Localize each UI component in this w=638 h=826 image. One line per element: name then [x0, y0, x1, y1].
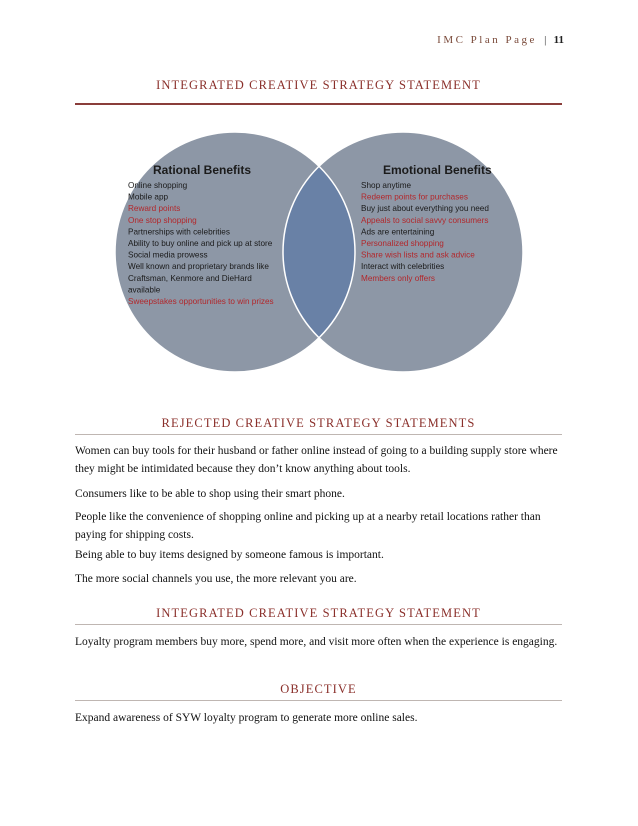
integrated-statement-text: Loyalty program members buy more, spend more, and visit more often when the experience is engaging. — [75, 636, 558, 648]
rational-benefit-item: Mobile app — [128, 192, 169, 202]
section-divider — [75, 624, 562, 625]
rational-benefit-item: Sweepstakes opportunities to win prizes — [128, 297, 274, 306]
section-divider — [75, 434, 562, 435]
emotional-benefit-item: Share wish lists and ask advice — [361, 250, 475, 260]
emotional-benefit-item: Personalized shopping — [361, 239, 444, 248]
rejected-statement: Being able to buy items designed by someone famous is important. — [75, 549, 384, 561]
rejected-statement: Consumers like to be able to shop using their smart phone. — [75, 488, 345, 500]
emotional-benefit-item: Ads are entertaining — [361, 227, 435, 237]
section-title-rejected-statements: REJECTED CREATIVE STRATEGY STATEMENTS — [161, 416, 476, 430]
emotional-benefit-item: Shop anytime — [361, 181, 412, 190]
emotional-benefit-title: Emotional Benefits — [383, 163, 492, 177]
rejected-statement: The more social channels you use, the more relevant you are. — [75, 573, 357, 585]
rejected-statement: People like the convenience of shopping online and picking up at a nearby retail locations rather than paying for shipping costs. — [75, 511, 541, 541]
rational-benefit-title: Rational Benefits — [153, 163, 252, 177]
header-separator: | — [544, 34, 547, 46]
emotional-benefit-item: Appeals to social savvy consumers — [361, 215, 489, 225]
emotional-benefit-item: Buy just about everything you need — [361, 204, 489, 214]
rational-benefit-item: Online shopping — [128, 181, 188, 190]
rational-benefit-item: Craftsman, Kenmore and DieHard — [128, 273, 252, 283]
rejected-statement: Women can buy tools for their husband or father online instead of going to a building supply store where they might be intimidated because they don’t know anything about tools. — [75, 445, 558, 475]
section-divider — [75, 700, 562, 701]
header-title: IMC Plan Page — [437, 34, 537, 46]
rational-benefit-item: available — [128, 285, 161, 295]
emotional-benefit-item: Interact with celebrities — [361, 262, 445, 272]
page-number: 11 — [553, 34, 564, 46]
section-title-objective: OBJECTIVE — [280, 682, 357, 696]
rational-benefit-item: Partnerships with celebrities — [128, 227, 230, 237]
rational-benefit-item: Well known and proprietary brands like — [128, 262, 269, 272]
rational-benefit-item: One stop shopping — [128, 215, 197, 225]
rational-benefit-item: Reward points — [128, 204, 181, 214]
emotional-benefit-item: Members only offers — [361, 273, 436, 283]
emotional-benefit-item: Redeem points for purchases — [361, 192, 468, 202]
section-title-integrated-strategy: INTEGRATED CREATIVE STRATEGY STATEMENT — [156, 78, 481, 92]
section-title-integrated-statement: INTEGRATED CREATIVE STRATEGY STATEMENT — [156, 606, 481, 620]
rational-benefit-item: Social media prowess — [128, 250, 208, 260]
objective-text: Expand awareness of SYW loyalty program to generate more online sales. — [75, 712, 418, 724]
rational-benefit-item: Ability to buy online and pick up at store — [128, 239, 273, 248]
